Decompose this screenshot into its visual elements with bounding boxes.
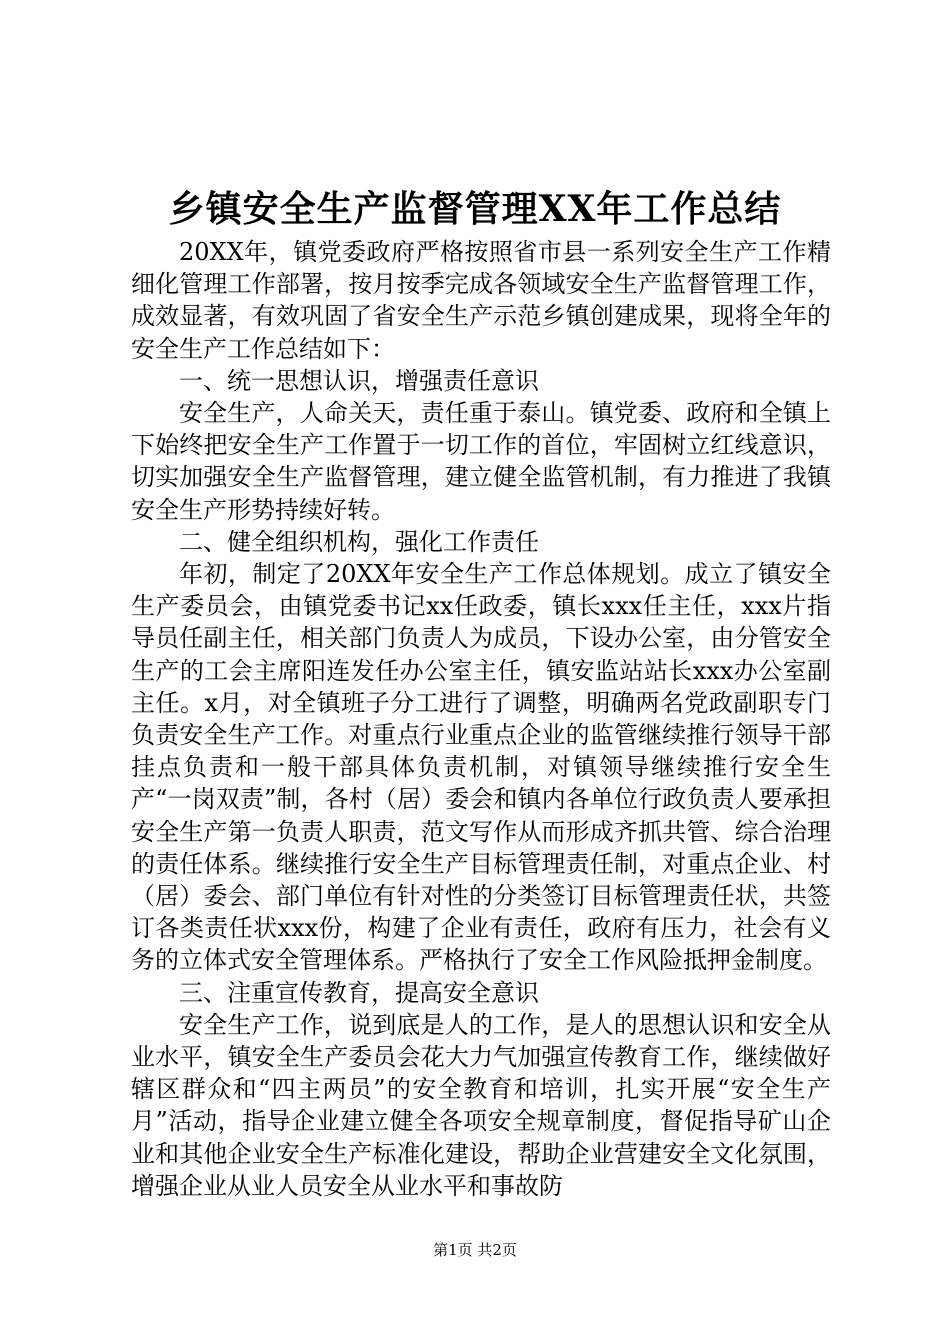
document-body [131, 236, 831, 1202]
page-number-footer: 第1页 共2页 [433, 1241, 517, 1259]
section-heading-1: 一、统一思想认识，增强责任意识 [179, 366, 539, 395]
section-1-paragraph: 安全生产，人命关天，责任重于泰山。镇党委、政府和全镇上下始终把安全生产工作置于一切工作的首位，牢固树立红线意识，切实加强安全生产监督管理，建立健全监管机制，有力推进了我镇安全生产形势持续好转。 [131, 399, 831, 524]
section-heading-2: 二、健全组织机构，强化工作责任 [179, 527, 539, 556]
document-title: 乡镇安全生产监督管理XX年工作总结 [168, 188, 782, 230]
section-2-paragraph: 年初，制定了20XX年安全生产工作总体规划。成立了镇安全生产委员会，由镇党委书记xx任政委，镇长xxx任主任，xxx片指导员任副主任，相关部门负责人为成员，下设办公室，由分管安全生产的工会主席阳连发任办公室主任，镇安监站站长xxx办公室副主任。x月，对全镇班子分工进行了调整，明确两名党政副职专门负责安全生产工作。对重点行业重点企业的监管继续推行领导干部挂点负责和一般干部具体负责机制，对镇领导继续推行安全生产“一岗双责”制，各村（居）委会和镇内各单位行政负责人要承担安全生产第一负责人职责，范文写作从而形成齐抓共管、综合治理的责任体系。继续推行安全生产目标管理责任制，对重点企业、村（居）委会、部门单位有针对性的分类签订目标管理责任状，共签订各类责任状xxx份，构建了企业有责任，政府有压力，社会有义务的立体式安全管理体系。严格执行了安全工作风险抵押金制度。 [131, 560, 831, 975]
intro-paragraph: 20XX年，镇党委政府严格按照省市县一系列安全生产工作精细化管理工作部署，按月按季完成各领域安全生产监督管理工作，成效显著，有效巩固了省安全生产示范乡镇创建成果，现将全年的安全生产工作总结如下： [131, 238, 831, 363]
section-3-paragraph: 安全生产工作，说到底是人的工作，是人的思想认识和安全从业水平，镇安全生产委员会花大力气加强宣传教育工作，继续做好辖区群众和“四主两员”的安全教育和培训，扎实开展“安全生产月”活动，指导企业建立健全各项安全规章制度，督促指导矿山企业和其他企业安全生产标准化建设，帮助企业营建安全文化氛围，增强企业从业人员安全从业水平和事故防 [131, 1010, 831, 1200]
section-heading-3: 三、注重宣传教育，提高安全意识 [179, 978, 539, 1007]
